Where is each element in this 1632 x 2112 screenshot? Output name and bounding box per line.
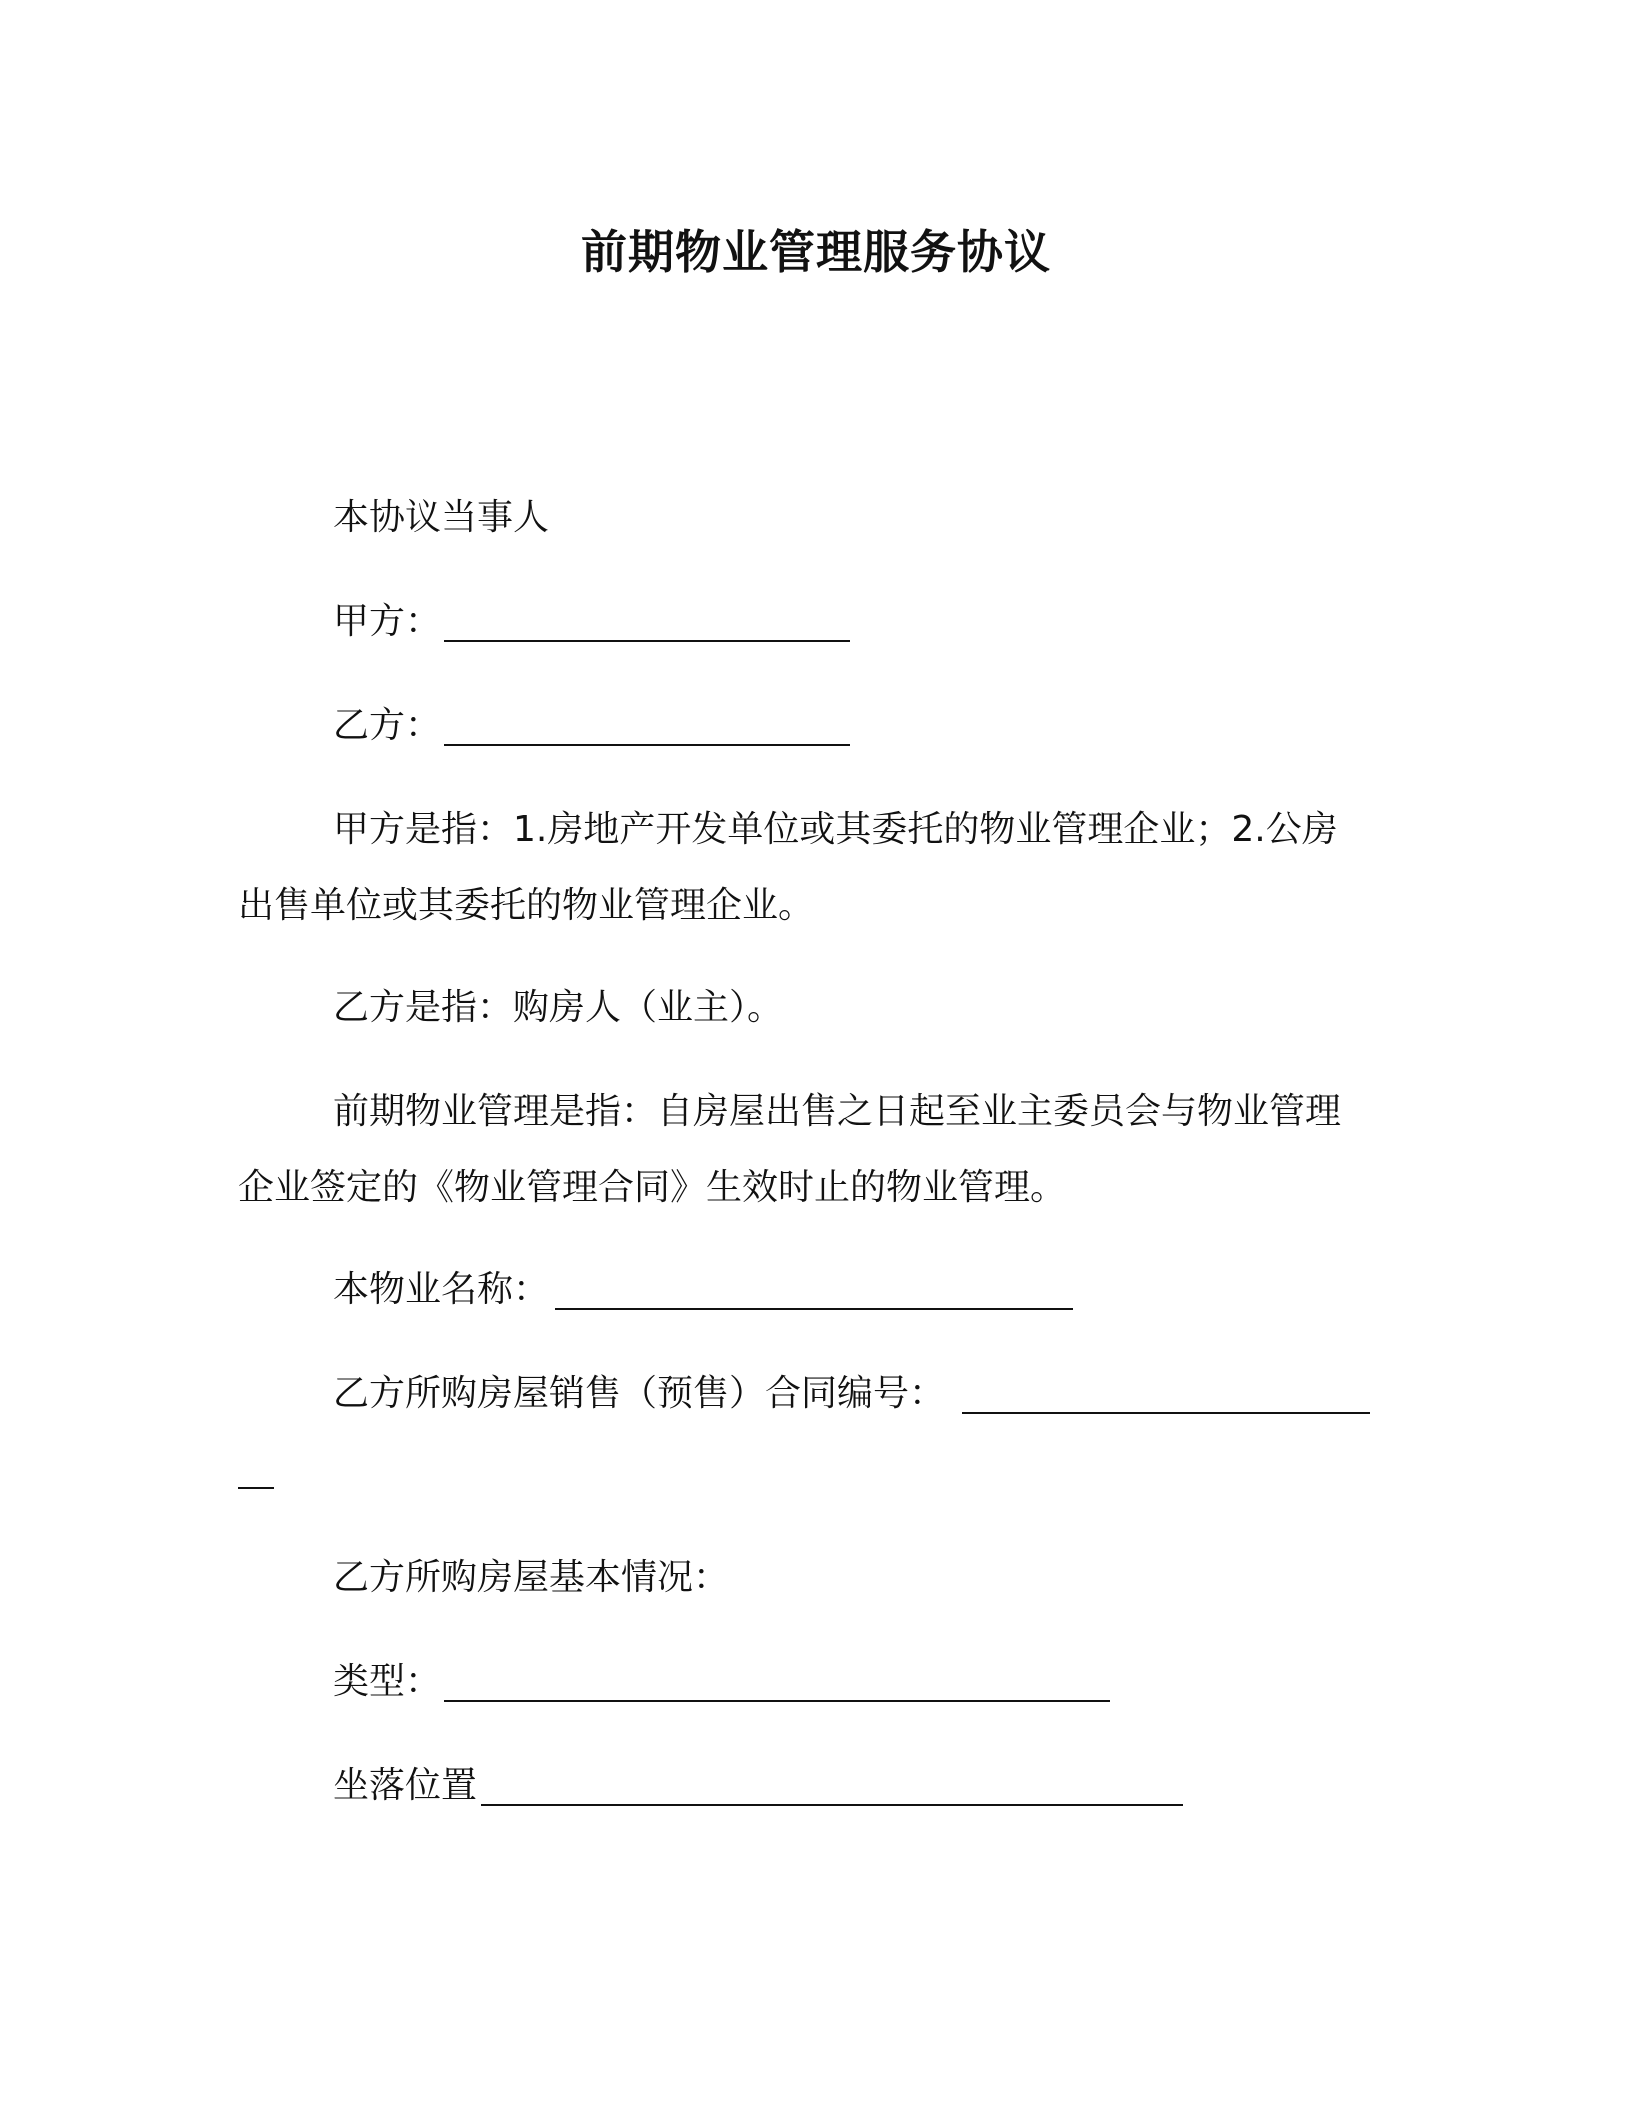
house-basics-label: 乙方所购房屋基本情况： — [333, 1557, 730, 1598]
property-name-label: 本物业名称： — [333, 1269, 550, 1310]
party-b-definition: 乙方是指：购房人（业主）。 — [333, 987, 784, 1028]
parties-heading: 本协议当事人 — [333, 497, 550, 538]
contract-number-label: 乙方所购房屋销售（预售）合同编号： — [333, 1373, 946, 1414]
type-blank[interactable] — [444, 1700, 1110, 1702]
party-a-label: 甲方： — [333, 601, 442, 642]
preliminary-definition-line2: 企业签定的《物业管理合同》生效时止的物业管理。 — [238, 1167, 1067, 1208]
property-name-blank[interactable] — [555, 1308, 1073, 1310]
type-label: 类型： — [333, 1661, 442, 1702]
party-a-definition-line2: 出售单位或其委托的物业管理企业。 — [238, 885, 815, 926]
contract-number-blank-continued[interactable] — [238, 1487, 274, 1489]
document-title: 前期物业管理服务协议 — [581, 225, 1051, 279]
contract-number-blank[interactable] — [962, 1412, 1370, 1414]
preliminary-definition-line1: 前期物业管理是指：自房屋出售之日起至业主委员会与物业管理 — [333, 1091, 1342, 1132]
party-b-blank[interactable] — [444, 744, 850, 746]
location-label: 坐落位置 — [333, 1765, 478, 1806]
party-b-label: 乙方： — [333, 705, 442, 746]
location-blank[interactable] — [481, 1804, 1183, 1806]
party-a-blank[interactable] — [444, 640, 850, 642]
party-a-definition-line1: 甲方是指：1.房地产开发单位或其委托的物业管理企业；2.公房 — [333, 809, 1338, 850]
